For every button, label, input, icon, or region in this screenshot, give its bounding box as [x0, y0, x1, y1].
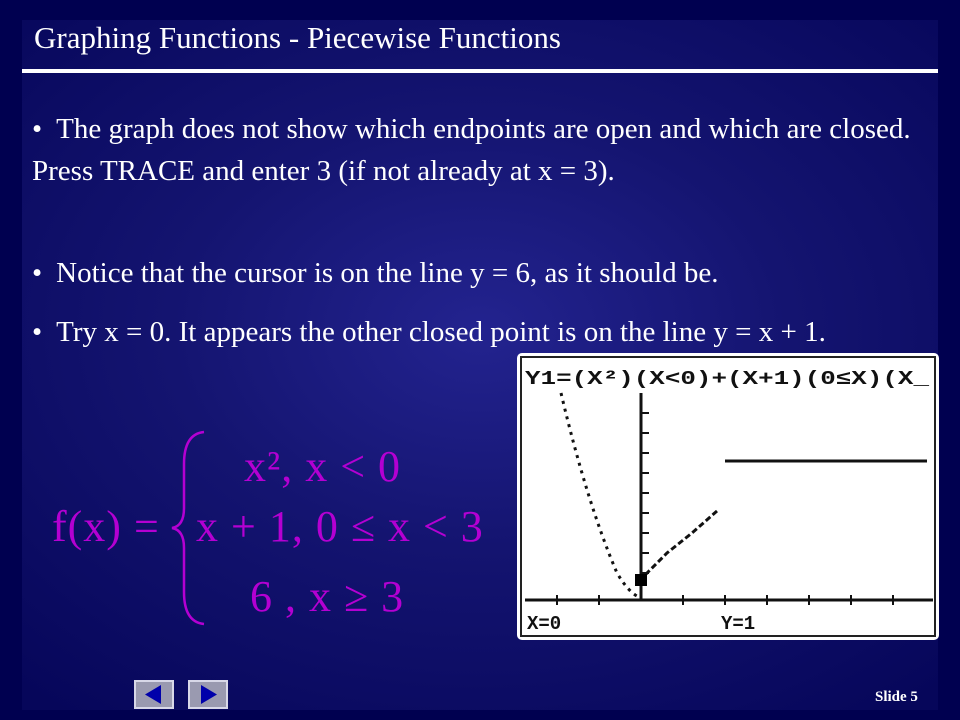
slide-number: Slide 5	[875, 689, 918, 705]
bullet-2	[32, 252, 912, 294]
calculator-graph	[517, 353, 939, 640]
bullet-2-text: Notice that the cursor is on the line y = 6, as it should be.	[56, 257, 719, 289]
bullet-dot: •	[32, 257, 43, 289]
bullet-dot: •	[32, 316, 43, 348]
trace-cursor	[635, 574, 647, 586]
calculator-equation: Y1=(X²)(X<0)+(X+1)(0≤X)(X_	[525, 368, 930, 390]
bullet-1	[32, 108, 912, 192]
bullet-3-text: Try x = 0. It appears the other closed point is on the line y = x + 1.	[56, 316, 826, 348]
formula-case-3: 6 , x ≥ 3	[250, 572, 405, 621]
bullet-1-text: The graph does not show which endpoints are open and which are closed. Press TRACE and enter 3 (if not already at x = 3).	[32, 113, 911, 187]
bullet-dot: •	[32, 113, 43, 145]
calculator-screen	[517, 353, 939, 640]
previous-slide-button[interactable]	[134, 680, 174, 709]
slide-title: Graphing Functions - Piecewise Functions	[34, 20, 561, 55]
x-readout: X=0	[527, 613, 562, 635]
next-slide-button[interactable]	[188, 680, 228, 709]
triangle-left-icon	[136, 682, 172, 707]
title-divider	[22, 69, 938, 73]
formula-case-2: x + 1, 0 ≤ x < 3	[196, 502, 484, 551]
y-readout: Y=1	[721, 613, 756, 635]
formula-lhs: f(x) =	[52, 502, 160, 551]
bullet-3	[32, 311, 852, 353]
formula-case-1: x², x < 0	[244, 442, 402, 491]
triangle-right-icon	[190, 682, 226, 707]
